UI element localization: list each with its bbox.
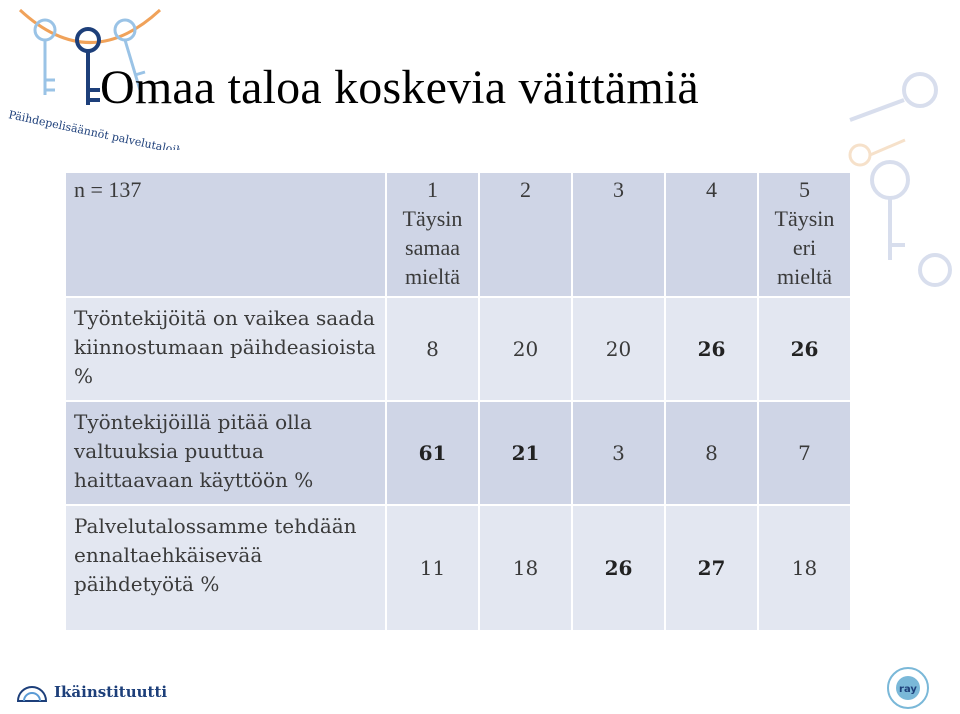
table-row [66,298,850,400]
ikainstituutti-logo [16,680,167,704]
row-label: Työntekijöitä on vaikea saada kiinnostumaan päihdeasioista % [66,298,385,400]
table-cell: 20 [480,298,571,400]
col-header-4-num: 4 [706,177,717,202]
ikainstituutti-text: Ikäinstituutti [54,683,168,701]
col-header-4 [666,173,757,296]
table-cell: 26 [573,506,664,630]
col-header-2 [480,173,571,296]
col-header-5 [759,173,850,296]
ray-logo [886,666,930,710]
table-cell: 26 [666,298,757,400]
col-header-5-label: Täysin eri mieltä [774,206,835,289]
sample-size-cell: n = 137 [66,173,385,296]
table-cell: 20 [573,298,664,400]
col-header-1-label: Täysin samaa mieltä [402,206,463,289]
row-label: Työntekijöillä pitää olla valtuuksia puuttua haittaavaan käyttöön % [66,402,385,504]
table-row [66,506,850,630]
row-label: Palvelutalossamme tehdään ennaltaehkäisevää päihdetyötä % [66,506,385,630]
table-cell: 18 [480,506,571,630]
page-title: Omaa taloa koskevia väittämiä [100,61,699,114]
table-cell: 18 [759,506,850,630]
table-row [66,402,850,504]
ray-text: ray [899,684,917,695]
col-header-1-num: 1 [427,177,438,202]
col-header-2-num: 2 [520,177,531,202]
table-cell: 21 [480,402,571,504]
table-cell: 61 [387,402,478,504]
table-cell: 8 [387,298,478,400]
logo-arc-text: Päihdepelisäännöt palvelutaloihin [7,108,180,150]
table-cell: 8 [666,402,757,504]
survey-table [64,171,852,632]
shell-icon [16,681,48,703]
col-header-1 [387,173,478,296]
table-cell: 7 [759,402,850,504]
col-header-5-num: 5 [799,177,810,202]
col-header-3 [573,173,664,296]
table-cell: 11 [387,506,478,630]
table-header-row [66,173,850,296]
table-cell: 27 [666,506,757,630]
table-cell: 3 [573,402,664,504]
table-cell: 26 [759,298,850,400]
col-header-3-num: 3 [613,177,624,202]
